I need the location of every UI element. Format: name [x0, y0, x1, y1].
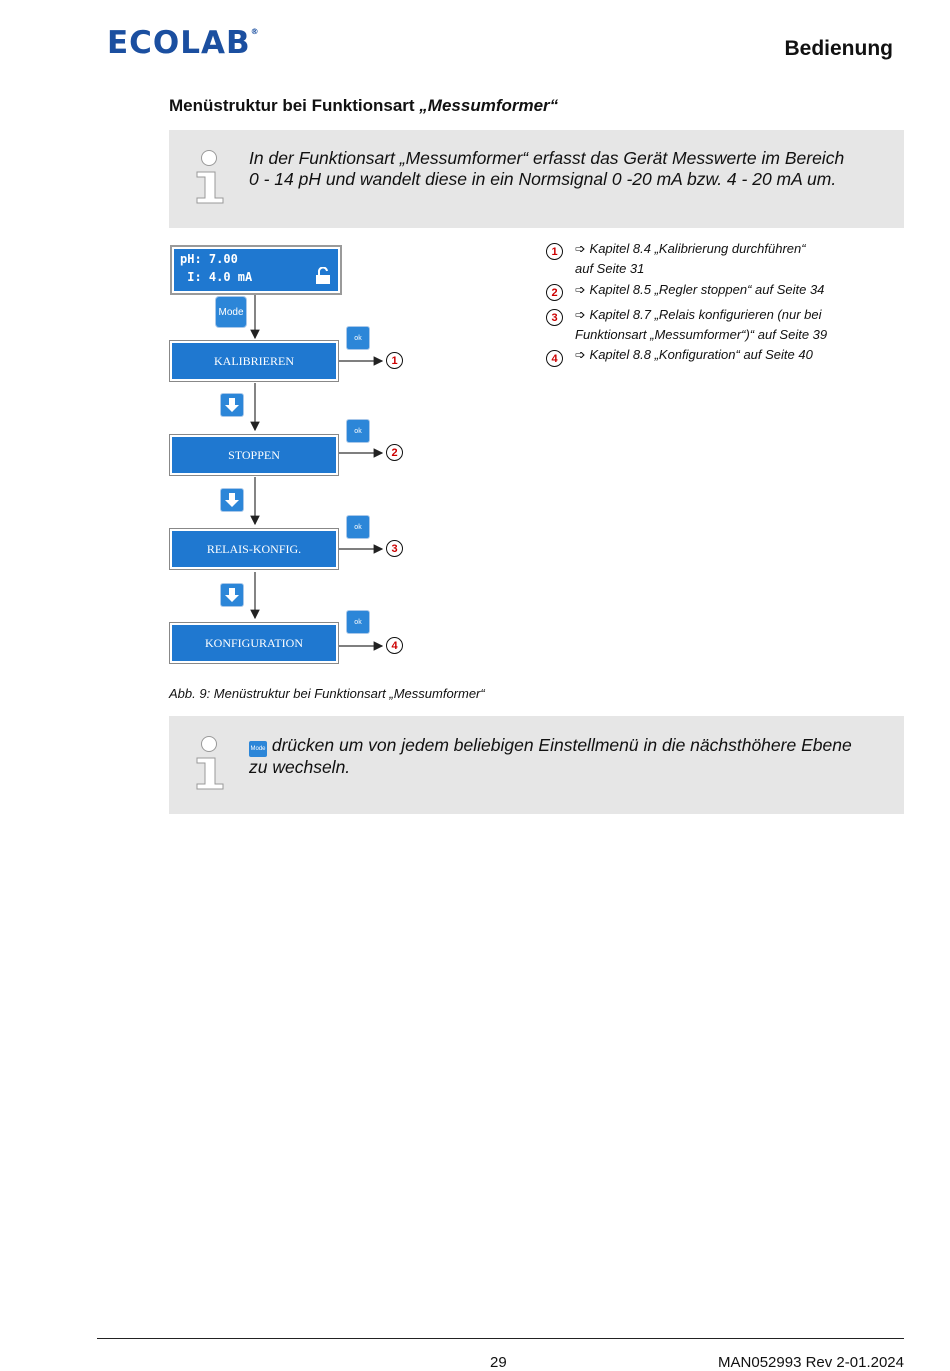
- menu-konfiguration[interactable]: KONFIGURATION: [169, 622, 339, 664]
- display-ph-value: pH: 7.00: [180, 252, 238, 266]
- ref-marker-1: 1: [546, 243, 563, 260]
- figure-caption: Abb. 9: Menüstruktur bei Funktionsart „Messumformer“: [169, 686, 485, 701]
- info-box-2: [169, 716, 904, 814]
- ok-button[interactable]: ok: [347, 327, 369, 349]
- down-arrow-button[interactable]: [221, 489, 243, 511]
- document-id: MAN052993 Rev 2-01.2024: [718, 1354, 904, 1371]
- menu-kalibrieren[interactable]: KALIBRIEREN: [169, 340, 339, 382]
- ref-marker-2: 2: [546, 284, 563, 301]
- info-text-1: In der Funktionsart „Messumformer“ erfasst das Gerät Messwerte im Bereich 0 - 14 pH und wandelt diese in ein Normsignal 0 -20 mA bzw. 4 - 20 mA um.: [249, 148, 845, 189]
- down-arrow-button[interactable]: [221, 584, 243, 606]
- mode-button-icon: Mode: [249, 741, 267, 757]
- info-text-2: Mode drücken um von jedem beliebigen Einstellmenü in die nächsthöhere Ebene zu wechseln.: [249, 735, 852, 777]
- arrow-down-icon: [221, 489, 243, 511]
- ref-3[interactable]: ➩ Kapitel 8.7 „Relais konfigurieren (nur bei Funktionsart „Messumformer“)“ auf Seite 39: [575, 307, 828, 342]
- ref-marker-4: 4: [546, 350, 563, 367]
- ecolab-logo: ECOLAB®: [107, 25, 260, 61]
- down-arrow-button[interactable]: [221, 394, 243, 416]
- ref-2[interactable]: ➩ Kapitel 8.5 „Regler stoppen“ auf Seite 34: [575, 282, 825, 297]
- display-current-value: I: 4.0 mA: [180, 270, 253, 284]
- menu-relais-konfig[interactable]: RELAIS-KONFIG.: [169, 528, 339, 570]
- arrow-down-icon: [221, 584, 243, 606]
- ok-button[interactable]: ok: [347, 516, 369, 538]
- ref-marker-3: 3: [546, 309, 563, 326]
- device-display: [170, 245, 342, 295]
- ref-1[interactable]: ➩ Kapitel 8.4 „Kalibrierung durchführen“ auf Seite 31: [575, 241, 806, 276]
- ok-button[interactable]: ok: [347, 420, 369, 442]
- page-number: 29: [490, 1354, 507, 1371]
- ref-arrow-icon: ➩: [575, 241, 586, 256]
- chapter-title: Bedienung: [784, 37, 893, 60]
- ok-button[interactable]: ok: [347, 611, 369, 633]
- section-title: Menüstruktur bei Funktionsart „Messumformer“: [169, 96, 559, 115]
- marker-3: 3: [386, 540, 403, 557]
- ref-arrow-icon: ➩: [575, 307, 586, 322]
- menu-stoppen[interactable]: STOPPEN: [169, 434, 339, 476]
- info-icon: [193, 734, 229, 792]
- ref-4[interactable]: ➩ Kapitel 8.8 „Konfiguration“ auf Seite 40: [575, 347, 813, 362]
- footer-divider: [97, 1338, 904, 1339]
- info-icon: [193, 148, 229, 206]
- info-box-1: [169, 130, 904, 228]
- ref-arrow-icon: ➩: [575, 282, 586, 297]
- arrow-down-icon: [221, 394, 243, 416]
- unlock-icon: [315, 267, 331, 285]
- marker-2: 2: [386, 444, 403, 461]
- marker-4: 4: [386, 637, 403, 654]
- ref-arrow-icon: ➩: [575, 347, 586, 362]
- marker-1: 1: [386, 352, 403, 369]
- mode-button[interactable]: Mode: [216, 297, 246, 327]
